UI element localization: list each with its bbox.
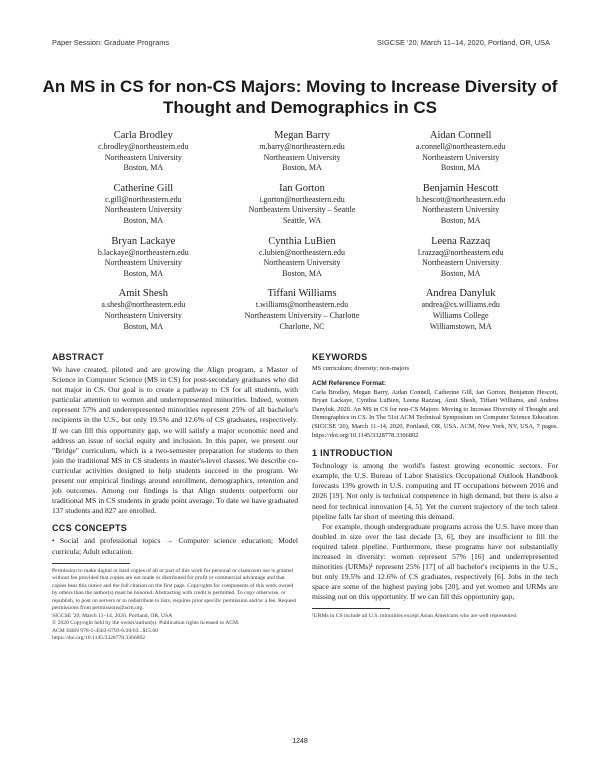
ccs-text: • Social and professional topics → Computer science education; Model curricula; Adult education. <box>52 536 298 556</box>
author-block <box>223 183 382 227</box>
author-affiliation: Northeastern University <box>104 310 182 320</box>
author-name: Ian Gorton <box>279 182 325 194</box>
permission-notice: Permission to make digital or hard copies of all or part of this work for personal or classroom use is granted without fee provided that copies are not made or distributed for profit or commercial advantage and that copies bear this notice and the full citation on the first page. Copyrights for components of this work owned by others than the author(s) must be honored. Abstracting with credit is permitted. To copy otherwise, or republish, to post on servers or to redistribute to lists, requires prior specific permission and/or a fee. Request permissions from permissions@acm.org. <box>52 567 297 612</box>
author-block <box>64 236 223 280</box>
author-email: l.razzaq@northeastern.edu <box>417 247 504 257</box>
header-conference: SIGCSE '20, March 11–14, 2020, Portland, OR, USA <box>377 38 550 47</box>
author-email: a.connell@northeastern.edu <box>415 142 506 151</box>
footnote: ¹URMs in CS include all U.S. minorities except Asian Americans who are well represented. <box>312 613 518 620</box>
author-email: a.shesh@northeastern.edu <box>101 300 186 310</box>
author-email: m.barry@northeastern.edu <box>259 142 345 151</box>
author-affiliation: Northeastern University <box>422 258 500 268</box>
author-location: Boston, MA <box>123 163 164 173</box>
author-affiliation: Northeastern University <box>104 152 182 162</box>
keywords-text: MS curriculum; diversity; non-majors <box>312 365 410 372</box>
author-location: Boston, MA <box>123 321 164 331</box>
author-name: Tiffani Williams <box>267 288 337 300</box>
author-name: Catherine Gill <box>113 182 174 194</box>
author-name: Benjamin Hescott <box>422 182 499 194</box>
author-block <box>223 288 382 332</box>
author-affiliation: Northeastern University <box>104 205 182 215</box>
author-name: Andrea Danyluk <box>425 288 496 300</box>
keywords-heading: KEYWORDS <box>312 352 368 362</box>
running-header <box>52 38 550 47</box>
author-affiliation: Northeastern University <box>422 152 500 162</box>
author-email: c.gill@northeastern.edu <box>104 194 182 204</box>
author-location: Boston, MA <box>440 268 481 278</box>
author-block <box>64 130 223 174</box>
author-affiliation: Northeastern University – Seattle <box>248 205 356 215</box>
author-location: Boston, MA <box>123 268 164 278</box>
page-number: 1248 <box>292 738 308 745</box>
author-block <box>64 288 223 332</box>
author-block <box>64 183 223 227</box>
author-email: c.brodley@northeastern.edu <box>98 142 189 151</box>
right-column <box>312 352 558 621</box>
author-name: Carla Brodley <box>113 130 173 141</box>
introduction-paragraph-1: Technology is among the world's fastest growing economic sectors. For example, the U.S. Bureau of Labor Statistics Occupational Outlook Handbook forecasts 13% growth in U.S. computing and IT occupations between 2016 and 2026 [19]. Not only is technical competence in high demand, but there is also a need for technical innovation [4, 5]. Yet the current trajectory of the tech talent pipeline falls far short of meeting this demand. <box>312 461 558 521</box>
author-affiliation: Northeastern University <box>422 205 500 215</box>
author-location: Boston, MA <box>282 163 322 173</box>
author-block <box>223 236 382 280</box>
author-affiliation: Northeastern University – Charlotte <box>244 310 360 320</box>
author-affiliation: Northeastern University <box>104 258 182 268</box>
abstract-text: We have created, piloted and are growing the Align program, a Master of Science in Computer Science (MS in CS) for post-secondary graduates who did not major in CS. Our goal is to create a pathway to CS for all students, with particular attention to women and underrepresented minorities. Indeed, women represent 57% and underrepresented minorities represent 25% of all bachelor's recipients in the U.S., but only 19.5% and 12.6% of CS graduates, respectively. If we can fill this opportunity gap, we will satisfy a major economic need and address an issue of social equity and inclusion. In this paper, we present our "Bridge" curriculum, which is a two-semester preparation for students to then join the traditional MS in CS students in master's-level classes. We describe co-curricular activities designed to help students succeed in the program. We present our empirical findings around enrollment, demographics, retention and job outcomes. Among our findings is that Align students outperform our traditional MS in CS students in grade point average. To date we have graduated 137 students and 827 are enrolled. <box>52 365 298 516</box>
author-email: b.hescott@northeastern.edu <box>416 194 506 204</box>
author-block <box>381 130 540 174</box>
doi-link[interactable]: https://doi.org/10.1145/3328778.3366802 <box>52 635 146 642</box>
acm-reference-heading: ACM Reference Format: <box>312 379 387 387</box>
introduction-heading: 1 INTRODUCTION <box>312 448 393 459</box>
isbn-line: ACM ISBN 978-1-4503-6793-6/20/03...$15.00 <box>52 627 158 634</box>
footnote-divider <box>312 608 390 609</box>
author-block <box>381 236 540 280</box>
author-name: Amit Shesh <box>118 288 168 300</box>
paper-title: An MS in CS for non-CS Majors: Moving to Increase Diversity of Thought and Demographics in CS <box>42 77 558 117</box>
conference-line: SIGCSE '20, March 11–14, 2020, Portland, OR, USA <box>52 612 173 619</box>
author-location: Boston, MA <box>440 163 481 173</box>
author-name: Cynthia LuBien <box>268 235 336 247</box>
copyright-line: © 2020 Copyright held by the owner/author(s). Publication rights licensed to ACM. <box>52 620 240 627</box>
author-affiliation: Northeastern University <box>263 258 341 268</box>
author-location: Boston, MA <box>282 268 322 278</box>
ccs-heading: CCS CONCEPTS <box>52 523 128 534</box>
author-email: c.lubien@northeastern.edu <box>258 247 345 257</box>
introduction-paragraph-2: For example, though undergraduate programs across the U.S. have more than doubled in size over the last decade [3, 6], they are insufficient to fill the required talent pipeline. Furthermore, these programs have not substantially increased in diversity: women represent 57% [16] and underrepresented minorities (URMs)¹ represent 25% [17] of all bachelor's recipients in the U.S., but only 19.5% and 12.6% of CS graduates, respectively [6]. Jobs in the tech space are some of the highest paying jobs [20], and yet women and URMs are missing out on this opportunity. If we can fill this opportunity gap, <box>312 521 558 602</box>
author-location: Boston, MA <box>123 215 164 225</box>
author-name: Leena Razzaq <box>431 235 491 247</box>
author-email: b.lackaye@northeastern.edu <box>97 247 189 257</box>
divider <box>52 563 130 564</box>
author-name: Bryan Lackaye <box>111 235 176 247</box>
author-location: Seattle, WA <box>282 215 322 225</box>
author-grid <box>64 130 540 332</box>
author-location: Charlotte, NC <box>279 321 325 331</box>
author-affiliation: Williams College <box>432 310 489 320</box>
author-email: andrea@cs.williams.edu <box>421 300 500 310</box>
author-location: Williamstown, MA <box>429 321 492 331</box>
author-block <box>223 130 382 174</box>
header-session: Paper Session: Graduate Programs <box>52 38 170 47</box>
acm-reference-text: Carla Brodley, Megan Barry, Aidan Connell, Catherine Gill, Ian Gorton, Benjamin Hescott, Bryan Lackaye, Cynthia LuBien, Leena Razzaq, Amit Shesh, Tiffani Williams, and Andrea Danyluk. 2020. An MS in CS for non-CS Majors: Moving to Increase Diversity of Thought and Demographics in CS. In The 51st ACM Technical Symposium on Computer Science Education (SIGCSE '20), March 11–14, 2020, Portland, OR, USA. ACM, New York, NY, USA, 7 pages. https://doi.org/10.1145/3328778.3366802 <box>312 388 558 439</box>
author-name: Megan Barry <box>274 130 330 141</box>
author-name: Aidan Connell <box>429 130 492 141</box>
author-block <box>381 183 540 227</box>
author-affiliation: Northeastern University <box>263 152 341 162</box>
abstract-heading: ABSTRACT <box>52 352 104 362</box>
left-column <box>52 352 298 643</box>
author-email: t.williams@northeastern.edu <box>255 300 349 310</box>
author-email: i.gorton@northeastern.edu <box>259 194 345 204</box>
author-location: Boston, MA <box>440 215 481 225</box>
author-block <box>381 288 540 332</box>
